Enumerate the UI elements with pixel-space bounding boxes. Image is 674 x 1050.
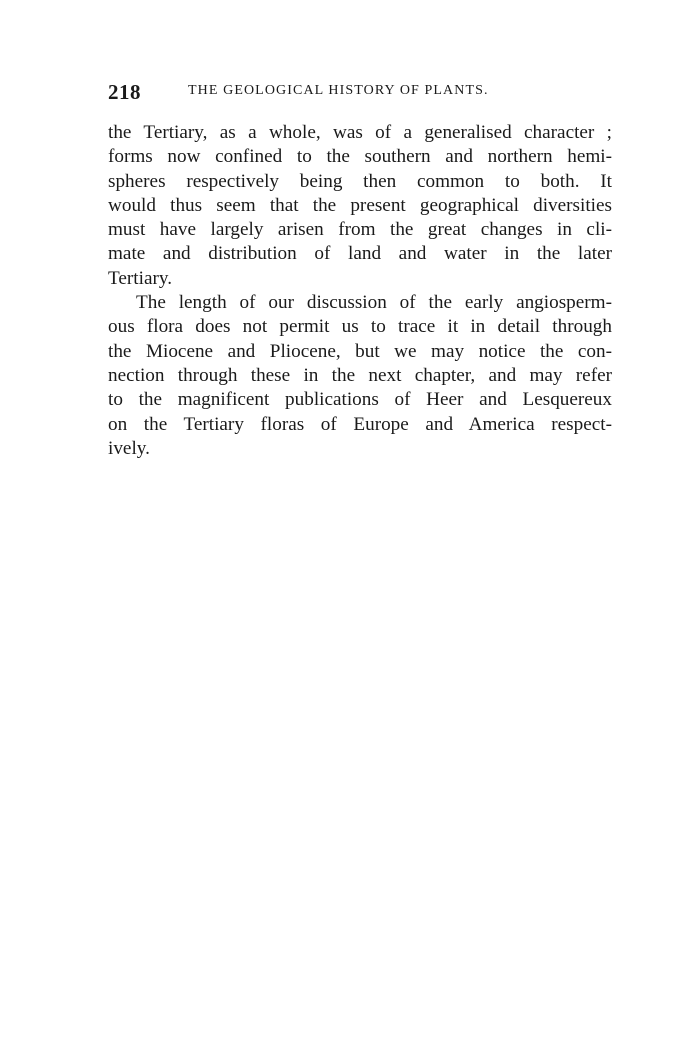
text-line: to the magnificent publications of Heer and Lesquereux — [108, 389, 612, 411]
running-title: THE GEOLOGICAL HISTORY OF PLANTS. — [188, 83, 489, 98]
page-number: 218 — [108, 80, 141, 104]
text-line: must have largely arisen from the great changes in cli- — [108, 219, 612, 241]
text-line: mate and distribution of land and water in the later — [108, 243, 612, 265]
text-line: the Miocene and Pliocene, but we may notice the con- — [108, 340, 612, 362]
text-line: nection through these in the next chapter, and may refer — [108, 364, 612, 386]
paragraph-1 — [108, 121, 612, 291]
text-line: ous flora does not permit us to trace it in detail through — [108, 316, 612, 338]
body-text — [108, 121, 612, 461]
text-line: on the Tertiary floras of Europe and America respect- — [108, 413, 612, 435]
running-head — [108, 80, 612, 106]
text-line: ively. — [108, 437, 150, 459]
text-line: would thus seem that the present geographical diversities — [108, 194, 612, 216]
text-line: the Tertiary, as a whole, was of a generalised character ; — [108, 122, 612, 143]
paragraph-2 — [108, 291, 612, 461]
text-line: forms now confined to the southern and northern hemi- — [108, 146, 612, 168]
text-line: Tertiary. — [108, 267, 172, 289]
text-line: The length of our discussion of the early angiosperm- — [136, 292, 612, 314]
text-line: spheres respectively being then common to both. It — [108, 170, 612, 192]
